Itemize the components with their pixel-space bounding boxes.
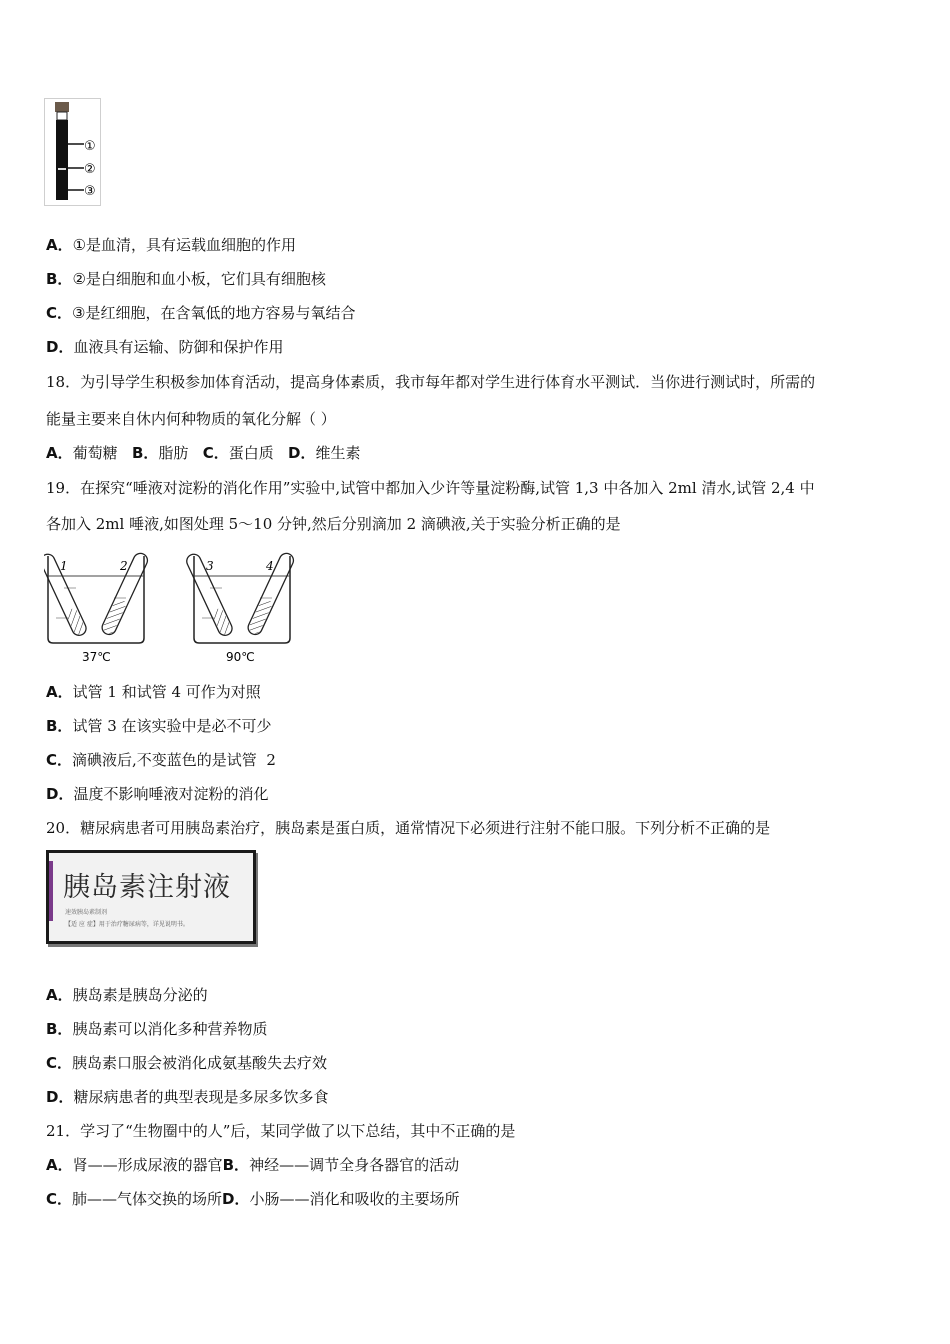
tube-number-4: 4 — [266, 559, 274, 573]
q19-option-d: D．温度不影响唾液对淀粉的消化 — [46, 785, 269, 803]
q19-stem-line2: 各加入 2ml 唾液,如图处理 5～10 分钟,然后分别滴加 2 滴碘液,关于实验分析正确的是 — [46, 515, 621, 533]
tube-number-2: 2 — [120, 559, 128, 573]
q17-option-a: A．①是血清，具有运载血细胞的作用 — [46, 236, 297, 254]
insulin-title: 胰岛素注射液 — [63, 872, 231, 903]
q21-options-row1: A．肾——形成尿液的器官B．神经——调节全身各器官的活动 — [46, 1156, 460, 1174]
insulin-note: 【适 应 症】用于治疗糖尿病等，详见说明书。 — [65, 921, 189, 928]
insulin-subtitle: 速效胰岛素制剂 — [65, 909, 108, 916]
insulin-label-image — [46, 850, 256, 944]
blood-tube-figure — [44, 98, 104, 206]
tube-number-3: 3 — [206, 559, 214, 573]
q21-options-row2: C．肺——气体交换的场所D．小肠——消化和吸收的主要场所 — [46, 1190, 460, 1208]
q20-option-a: A．胰岛素是胰岛分泌的 — [46, 986, 208, 1004]
q17-option-c: C．③是红细胞，在含氧低的地方容易与氧结合 — [46, 304, 356, 322]
tube-label-3: ③ — [84, 184, 96, 199]
q18-stem-line2: 能量主要来自休内何种物质的氧化分解（ ） — [46, 410, 336, 428]
q19-stem-line1: 19．在探究“唾液对淀粉的消化作用”实验中,试管中都加入少许等量淀粉酶,试管 1,3 中各加入 2ml 清水,试管 2,4 中 — [46, 479, 815, 497]
tube-label-1: ① — [84, 139, 96, 154]
tube-label-2: ② — [84, 162, 96, 177]
q19-option-b: B．试管 3 在该实验中是必不可少 — [46, 717, 272, 735]
beaker-37 — [44, 551, 150, 664]
beakers-drawing — [44, 548, 304, 668]
beaker-90 — [184, 551, 295, 664]
q17-option-b: B．②是白细胞和血小板，它们具有细胞核 — [46, 270, 326, 288]
q20-stem: 20．糖尿病患者可用胰岛素治疗，胰岛素是蛋白质，通常情况下必须进行注射不能口服。下列分析不正确的是 — [46, 819, 771, 837]
q20-option-b: B．胰岛素可以消化多种营养物质 — [46, 1020, 268, 1038]
q20-option-c: C．胰岛素口服会被消化成氨基酸失去疗效 — [46, 1054, 328, 1072]
q18-options: A．葡萄糖 B．脂肪 C．蛋白质 D．维生素 — [46, 444, 361, 462]
beaker-figure — [44, 548, 304, 668]
temperature-label-37: 37℃ — [82, 650, 111, 664]
q21-stem: 21．学习了“生物圈中的人”后，某同学做了以下总结，其中不正确的是 — [46, 1122, 516, 1140]
q18-stem-line1: 18．为引导学生积极参加体育活动，提高身体素质，我市每年都对学生进行体育水平测试．当你进行测试时，所需的 — [46, 373, 816, 391]
temperature-label-90: 90℃ — [226, 650, 255, 664]
q20-option-d: D．糖尿病患者的典型表现是多尿多饮多食 — [46, 1088, 329, 1106]
q17-option-d: D．血液具有运输、防御和保护作用 — [46, 338, 284, 356]
q19-option-a: A．试管 1 和试管 4 可作为对照 — [46, 683, 261, 701]
q19-option-c: C．滴碘液后,不变蓝色的是试管 2 — [46, 751, 276, 769]
tube-number-1: 1 — [60, 559, 68, 573]
test-tube-drawing — [44, 98, 104, 206]
